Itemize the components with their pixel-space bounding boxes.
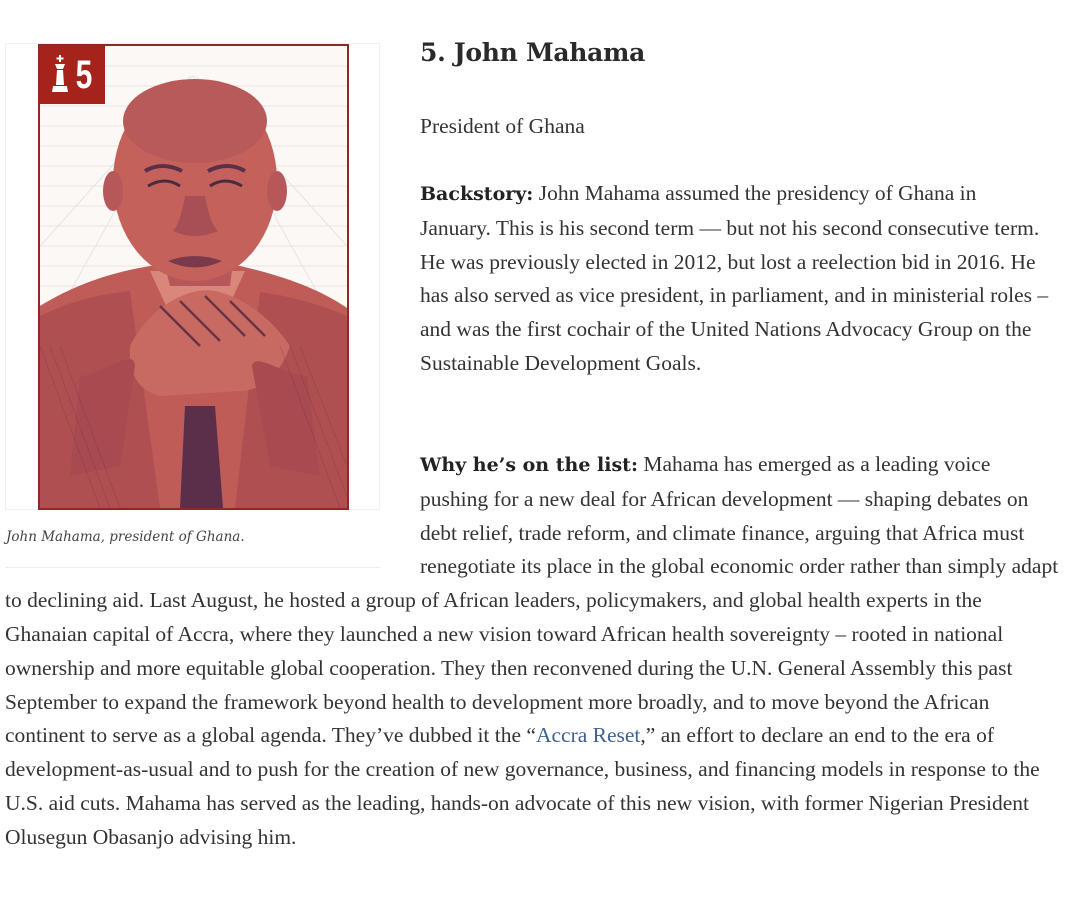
backstory-label: Backstory: bbox=[420, 183, 534, 205]
chess-king-icon bbox=[51, 55, 69, 95]
float-spacer bbox=[0, 448, 420, 565]
backstory-paragraph bbox=[420, 177, 1050, 381]
why-text-before-link: Mahama has emerged as a leading voice pushing for a new deal for African development — shaping debates on debt relief, trade reform, and climate finance, arguing that Africa must renegotiate its place in the global economic order rather than simply adapt to declining aid. Last August, he hosted a group of African leaders, policymakers, and global health experts in the Ghanaian capital of Accra, where they launched a new vision toward African health sovereignty – rooted in national ownership and more equitable global cooperation. They then reconvened during the U.N. General Assembly this past September to expand the framework beyond health to development more broadly, and to move beyond the African continent to serve as a global agenda. They’ve dubbed it the “ bbox=[5, 452, 1059, 748]
rank-badge bbox=[40, 46, 105, 104]
backstory-text: John Mahama assumed the presidency of Ghana in January. This is his second term — but not his second consecutive term. He was previously elected in 2012, but lost a reelection bid in 2016. He has also served as vice president, in parliament, and in ministerial roles – and was the first cochair of the United Nations Advocacy Group on the Sustainable Development Goals. bbox=[420, 181, 1049, 375]
why-label: Why he’s on the list: bbox=[420, 454, 638, 476]
portrait-illustration bbox=[38, 44, 349, 510]
rank-number: 5 bbox=[75, 53, 92, 97]
portrait-image bbox=[40, 46, 347, 508]
article-title: 5. John Mahama bbox=[420, 38, 646, 67]
accra-reset-link[interactable]: Accra Reset bbox=[535, 723, 641, 748]
why-on-list-paragraph bbox=[0, 448, 1070, 855]
portrait-figure bbox=[5, 43, 380, 510]
why-text-after-link: ,” an effort to declare an end to the era of development-as-usual and to push for the creation of new governance, business, and financing models in response to the U.S. aid cuts. Mahama has served as the leading, hands-on advocate of this new vision, with former Nigerian President Olusegun Obasanjo advising him. bbox=[5, 723, 1040, 849]
article-subtitle: President of Ghana bbox=[420, 114, 585, 138]
figure-caption: John Mahama, president of Ghana. bbox=[6, 529, 245, 545]
